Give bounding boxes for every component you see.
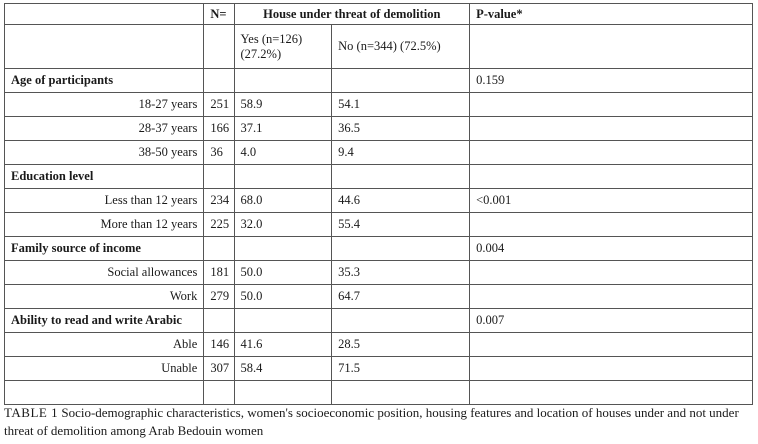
empty-cell: [204, 69, 234, 93]
row-label: More than 12 years: [5, 213, 204, 237]
row-pvalue: <0.001: [470, 189, 753, 213]
row-n: 279: [204, 285, 234, 309]
row-label: Work: [5, 285, 204, 309]
row-no: 36.5: [332, 117, 470, 141]
empty-cell: [204, 237, 234, 261]
empty-cell: [470, 333, 753, 357]
table-row: [5, 261, 753, 285]
row-label: Unable: [5, 357, 204, 381]
empty-cell: [332, 309, 470, 333]
table-blank-row: [5, 381, 753, 405]
table-caption: [4, 404, 749, 440]
subheader-empty-cell: [204, 25, 234, 69]
row-yes: 50.0: [234, 285, 332, 309]
row-no: 9.4: [332, 141, 470, 165]
row-label: 18-27 years: [5, 93, 204, 117]
row-label: Social allowances: [5, 261, 204, 285]
empty-cell: [470, 213, 753, 237]
subheader-empty-cell: [5, 25, 204, 69]
section-row: [5, 237, 753, 261]
row-no: 55.4: [332, 213, 470, 237]
row-label: Able: [5, 333, 204, 357]
table-row: [5, 333, 753, 357]
empty-cell: [234, 309, 332, 333]
row-label: 38-50 years: [5, 141, 204, 165]
caption-text: Socio-demographic characteristics, women's socioeconomic position, housing features and location of houses under and not under threat of demolition among Arab Bedouin women: [4, 405, 739, 438]
row-yes: 58.4: [234, 357, 332, 381]
row-n: 146: [204, 333, 234, 357]
empty-cell: [234, 69, 332, 93]
row-n: 234: [204, 189, 234, 213]
empty-cell: [204, 381, 234, 405]
row-yes: 50.0: [234, 261, 332, 285]
row-yes: 37.1: [234, 117, 332, 141]
section-title: Education level: [5, 165, 204, 189]
empty-cell: [204, 165, 234, 189]
row-n: 181: [204, 261, 234, 285]
table-row: [5, 357, 753, 381]
table-subheader-row: [5, 25, 753, 69]
section-row: [5, 309, 753, 333]
empty-cell: [332, 381, 470, 405]
section-row: [5, 165, 753, 189]
table-row: [5, 117, 753, 141]
section-row: [5, 69, 753, 93]
table-row: [5, 141, 753, 165]
row-yes: 68.0: [234, 189, 332, 213]
table-row: [5, 93, 753, 117]
subheader-empty-cell: [470, 25, 753, 69]
empty-cell: [234, 381, 332, 405]
row-label: Less than 12 years: [5, 189, 204, 213]
row-n: 307: [204, 357, 234, 381]
empty-cell: [234, 165, 332, 189]
row-no: 64.7: [332, 285, 470, 309]
empty-cell: [204, 309, 234, 333]
section-title: Ability to read and write Arabic: [5, 309, 204, 333]
table-row: [5, 285, 753, 309]
row-no: 44.6: [332, 189, 470, 213]
row-no: 28.5: [332, 333, 470, 357]
header-yes: Yes (n=126) (27.2%): [234, 25, 332, 69]
row-no: 54.1: [332, 93, 470, 117]
section-pvalue: [470, 165, 753, 189]
header-empty-cell: [5, 4, 204, 25]
empty-cell: [332, 237, 470, 261]
empty-cell: [470, 93, 753, 117]
caption-label: TABLE 1: [4, 405, 59, 420]
empty-cell: [470, 117, 753, 141]
header-n: N=: [204, 4, 234, 25]
row-n: 251: [204, 93, 234, 117]
row-n: 166: [204, 117, 234, 141]
row-n: 225: [204, 213, 234, 237]
table-header-row: [5, 4, 753, 25]
header-pvalue: P-value*: [470, 4, 753, 25]
row-yes: 4.0: [234, 141, 332, 165]
header-threat-group: House under threat of demolition: [234, 4, 470, 25]
row-label: 28-37 years: [5, 117, 204, 141]
row-yes: 41.6: [234, 333, 332, 357]
empty-cell: [332, 165, 470, 189]
header-no: No (n=344) (72.5%): [332, 25, 470, 69]
empty-cell: [470, 141, 753, 165]
section-pvalue: 0.004: [470, 237, 753, 261]
empty-cell: [470, 285, 753, 309]
empty-cell: [470, 381, 753, 405]
section-pvalue: 0.159: [470, 69, 753, 93]
empty-cell: [332, 69, 470, 93]
sociodemographic-table: [4, 3, 753, 405]
row-no: 35.3: [332, 261, 470, 285]
section-pvalue: 0.007: [470, 309, 753, 333]
empty-cell: [470, 357, 753, 381]
table-row: [5, 213, 753, 237]
row-yes: 58.9: [234, 93, 332, 117]
row-no: 71.5: [332, 357, 470, 381]
empty-cell: [234, 237, 332, 261]
row-n: 36: [204, 141, 234, 165]
empty-cell: [470, 261, 753, 285]
section-title: Family source of income: [5, 237, 204, 261]
empty-cell: [5, 381, 204, 405]
table-row: [5, 189, 753, 213]
section-title: Age of participants: [5, 69, 204, 93]
row-yes: 32.0: [234, 213, 332, 237]
